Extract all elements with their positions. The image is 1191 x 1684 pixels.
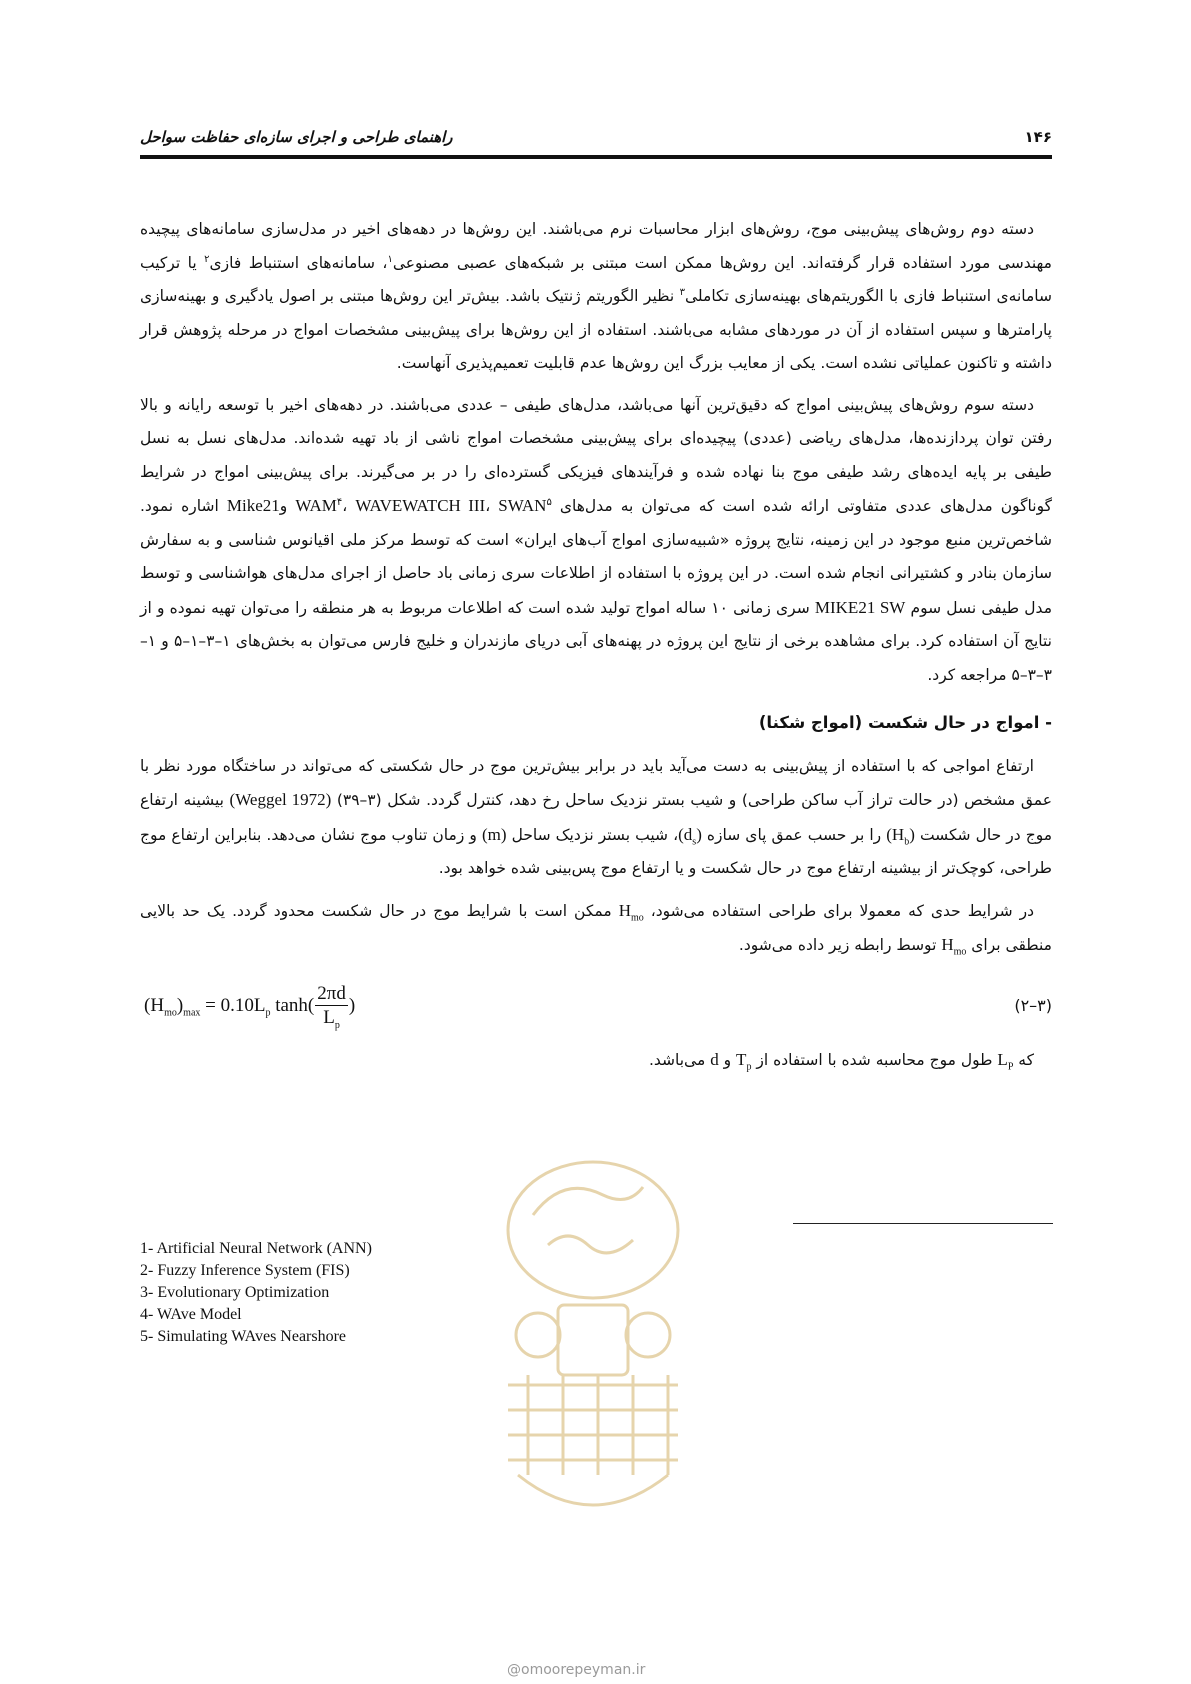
footnote-ref[interactable]: ۵ [546,496,552,508]
footnote-item: 1- Artificial Neural Network (ANN) [140,1240,372,1257]
logo-ring-icon [508,1162,678,1298]
footnote-ref[interactable]: ۳ [679,286,685,298]
logo-base-icon [518,1475,668,1505]
gear-icon [516,1313,560,1357]
logo-script-icon [548,1236,633,1253]
watermark-site: @omoorepeyman.ir [507,1662,646,1678]
paragraph-definition: که $L_P$ طول موج محاسبه شده با استفاده از $T_p$ و d می‌باشد. [648,1049,1034,1072]
paragraph-soft-computing: دسته دوم روش‌های پیش‌بینی موج، روش‌های ابزار محاسبات نرم می‌باشند. این روش‌ها در دهه‌های اخیر در مدل‌سازی سامانه‌های پیچیده مهندسی مورد استفاده قرار گرفته‌اند. این روش‌ها ممکن است مبتنی بر شبکه‌های عصبی مصنوعی$^۱$، سامانه‌های استنباط فازی$^۲$ یا ترکیب سامانه‌ی استنباط فازی با الگوریتم‌های بهینه‌سازی تکاملی$^۳$ نظیر الگوریتم ژنتیک باشد. بیش‌تر این روش‌ها مبتنی بر اصول یادگیری و بهینه‌سازی پارامترها و سپس استفاده از آن در موردهای مشابه می‌باشند. استفاده از این روش‌ها برای پیش‌بینی مشخصات امواج در مرحله پژوهش قرار داشته و تاکنون عملیاتی نشده است. یکی از معایب بزرگ این روش‌ها عدم قابلیت تعمیم‌پذیری آنهاست. [140,220,1052,372]
footnote-item: 2- Fuzzy Inference System (FIS) [140,1262,350,1279]
equation-block [140,971,1052,1037]
paragraph-upper-limit: در شرایط حدی که معمولا برای طراحی استفاده می‌شود، $H_{mo}$ ممکن است با شرایط موج در حال شکست محدود گردد. یک حد بالایی منطقی برای $H_{mo}$ توسط رابطه زیر داده می‌شود. [140,900,1052,958]
page-header [140,128,1052,164]
footnote-item: 5- Simulating WAves Nearshore [140,1328,347,1345]
watermark-logo [478,1145,708,1605]
footnote-ref[interactable]: ۴ [336,496,343,508]
fraction: $\frac{2\pi d}{L_p}$ [317,982,346,1031]
building-icon [558,1305,628,1375]
footnote-separator [793,1223,1053,1224]
footnote-item: 3- Evolutionary Optimization [140,1284,330,1301]
footnotes [140,1238,372,1348]
grid-icon [508,1385,678,1460]
logo-script-icon [533,1187,643,1215]
section-heading: - امواج در حال شکست (امواج شکنا) [758,713,1052,732]
paragraph-spectral-models: دسته سوم روش‌های پیش‌بینی امواج که دقیق‌ترین آنها می‌باشد، مدل‌های طیفی – عددی می‌باشند. در دهه‌های اخیر با توسعه رایانه و بالا رفتن توان پردازنده‌ها، مدل‌های ریاضی (عددی) پیچیده‌ای برای پیش‌بینی مشخصات امواج ناشی از باد تهیه شده‌اند. مدل‌های نسل به نسل طیفی بر پایه ایده‌های رشد طیفی موج بنا نهاده شده و فرآیندهای فیزیکی گسترده‌ای را در بر می‌گیرند. برای پیش‌بینی امواج در شرایط گوناگون مدل‌های عددی متفاوتی ارائه شده است که می‌توان به مدل‌های WAM$^۴$، WAVEWATCH III، SWAN$^۵$ وMike21 اشاره نمود. شاخص‌ترین منبع موجود در این زمینه، نتایج پروژه «شبیه‌سازی امواج آب‌های ایران» است که توسط مرکز ملی اقیانوس شناسی و به سفارش سازمان بنادر و کشتیرانی انجام شده است. در این پروژه با استفاده از اطلاعات سری زمانی باد حاصل از اجرای مدل‌های هواشناسی و توسط مدل طیفی نسل سوم MIKE21 SW سری زمانی ۱۰ ساله امواج تولید شده است که اطلاعات مربوط به هر منطقه را می‌توان تهیه نموده و از نتایج آن استفاده کرد. برای مشاهده برخی از نتایج این پروژه در پهنه‌های آبی دریای مازندران و خلیج فارس می‌توان به بخش‌های ۱–۳–۱–۵ و ۱–۳–۳–۵ مراجعه کرد. [140,395,1052,684]
page-number: ۱۴۶ [1024,128,1052,146]
footnote-ref[interactable]: ۱ [387,253,393,265]
running-title: راهنمای طراحی و اجرای سازه‌ای حفاظت سواحل [140,128,453,146]
header-rule [140,155,1052,159]
gear-icon [626,1313,670,1357]
paragraph-breaking-waves: ارتفاع امواجی که با استفاده از پیش‌بینی به دست می‌آید باید در برابر بیش‌ترین موج در حال شکستی که می‌تواند در ساختگاه مورد نظر با عمق مشخص (در حالت تراز آب ساکن طراحی) و شیب بستر نزدیک ساحل رخ دهد، کنترل گردد. شکل (۳–۳۹) (Weggel 1972) بیشینه ارتفاع موج در حال شکست $(H_b)$ را بر حسب عمق پای سازه $(d_s)،$ شیب بستر نزدیک ساحل (m) و زمان تناوب موج نشان می‌دهد. بنابراین ارتفاع موج طراحی، کوچک‌تر از بیشینه ارتفاع موج در حال شکست و یا ارتفاع موج پس‌بینی شده خواهد بود. [140,756,1053,877]
body-text [140,213,1052,1085]
equation-number: (۳–۲) [1014,995,1052,1015]
footnote-ref[interactable]: ۲ [204,253,210,265]
footnote-item: 4- WAve Model [140,1306,242,1323]
equation-formula: $(H_{mo})_{max} = 0.10L_p$ tanh( $\frac{2\pi d}{L_p}$ ) [144,982,356,1031]
